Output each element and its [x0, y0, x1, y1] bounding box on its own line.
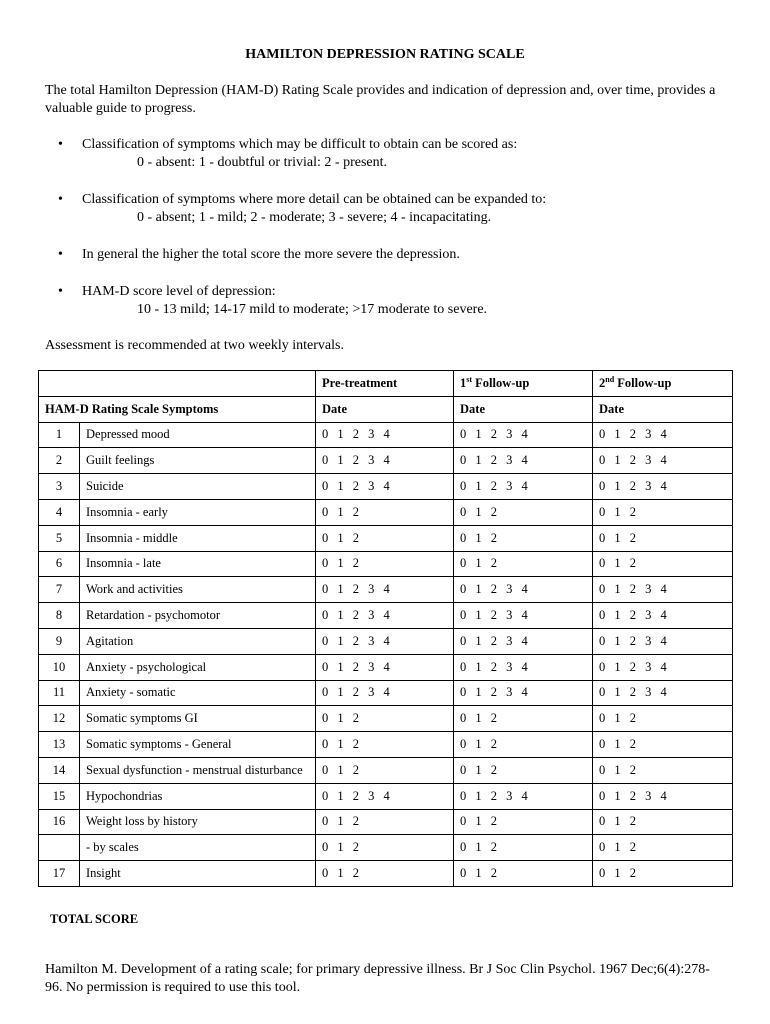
score-options-pre[interactable]: 0 1 2 3 4	[316, 680, 454, 706]
symptom-name: Somatic symptoms - General	[80, 732, 316, 758]
score-options-follow-up-2[interactable]: 0 1 2	[593, 732, 733, 758]
item-number: 9	[39, 628, 80, 654]
score-options-pre[interactable]: 0 1 2	[316, 809, 454, 835]
score-options-follow-up-1[interactable]: 0 1 2	[454, 551, 593, 577]
score-options-follow-up-2[interactable]: 0 1 2 3 4	[593, 422, 733, 448]
bullet-icon: •	[58, 192, 63, 207]
item-number: 12	[39, 706, 80, 732]
score-options-follow-up-2[interactable]: 0 1 2 3 4	[593, 448, 733, 474]
score-options-follow-up-2[interactable]: 0 1 2 3 4	[593, 680, 733, 706]
date-field-follow-up-1[interactable]: Date	[454, 396, 593, 422]
symptoms-heading: HAM-D Rating Scale Symptoms	[39, 396, 316, 422]
symptom-name: Insomnia - early	[80, 499, 316, 525]
header-f2-label: Follow-up	[614, 376, 672, 391]
symptom-name: Anxiety - somatic	[80, 680, 316, 706]
table-row	[39, 577, 733, 603]
item-number: 5	[39, 525, 80, 551]
item-number: 17	[39, 861, 80, 887]
score-options-pre[interactable]: 0 1 2 3 4	[316, 448, 454, 474]
item-number: 13	[39, 732, 80, 758]
item-number: 16	[39, 809, 80, 835]
bullet-icon: •	[58, 247, 63, 262]
score-options-pre[interactable]: 0 1 2 3 4	[316, 577, 454, 603]
table-row	[39, 628, 733, 654]
score-options-follow-up-2[interactable]: 0 1 2 3 4	[593, 628, 733, 654]
score-options-pre[interactable]: 0 1 2 3 4	[316, 422, 454, 448]
table-row	[39, 448, 733, 474]
item-number: 4	[39, 499, 80, 525]
item-number: 1	[39, 422, 80, 448]
score-options-follow-up-1[interactable]: 0 1 2 3 4	[454, 474, 593, 500]
bullet-text: In general the higher the total score the more severe the depression.	[82, 247, 460, 262]
symptom-name: Sexual dysfunction - menstrual disturbance	[80, 757, 316, 783]
score-options-pre[interactable]: 0 1 2	[316, 706, 454, 732]
bullet-list	[55, 136, 735, 319]
table-row	[39, 499, 733, 525]
item-number: 11	[39, 680, 80, 706]
item-number: 7	[39, 577, 80, 603]
score-options-follow-up-1[interactable]: 0 1 2 3 4	[454, 783, 593, 809]
symptom-name: Insomnia - late	[80, 551, 316, 577]
bullet-item	[55, 283, 735, 319]
table-row	[39, 551, 733, 577]
score-options-pre[interactable]: 0 1 2 3 4	[316, 654, 454, 680]
score-options-follow-up-1[interactable]: 0 1 2	[454, 525, 593, 551]
score-options-follow-up-1[interactable]: 0 1 2	[454, 835, 593, 861]
item-number: 6	[39, 551, 80, 577]
item-number: 15	[39, 783, 80, 809]
score-options-pre[interactable]: 0 1 2 3 4	[316, 783, 454, 809]
table-row	[39, 783, 733, 809]
symptom-name: Agitation	[80, 628, 316, 654]
table-row	[39, 474, 733, 500]
item-number: 2	[39, 448, 80, 474]
table-row	[39, 680, 733, 706]
date-field-pre[interactable]: Date	[316, 396, 454, 422]
table-row	[39, 757, 733, 783]
table-row	[39, 706, 733, 732]
score-options-pre[interactable]: 0 1 2 3 4	[316, 474, 454, 500]
header-second-follow-up	[593, 371, 733, 397]
score-options-follow-up-2[interactable]: 0 1 2	[593, 706, 733, 732]
score-options-pre[interactable]: 0 1 2	[316, 551, 454, 577]
assessment-note: Assessment is recommended at two weekly intervals.	[45, 338, 344, 353]
bullet-subtext: 0 - absent: 1 - doubtful or trivial: 2 - present.	[137, 155, 387, 170]
score-options-follow-up-1[interactable]: 0 1 2 3 4	[454, 422, 593, 448]
score-options-follow-up-2[interactable]: 0 1 2 3 4	[593, 783, 733, 809]
score-options-follow-up-1[interactable]: 0 1 2	[454, 861, 593, 887]
score-options-pre[interactable]: 0 1 2	[316, 732, 454, 758]
symptom-name: Hypochondrias	[80, 783, 316, 809]
bullet-icon: •	[58, 137, 63, 152]
symptom-name: Depressed mood	[80, 422, 316, 448]
table-row	[39, 861, 733, 887]
total-score-label: TOTAL SCORE	[50, 912, 139, 926]
table-header-row	[39, 371, 733, 397]
score-options-follow-up-1[interactable]: 0 1 2 3 4	[454, 654, 593, 680]
symptom-name: Anxiety - psychological	[80, 654, 316, 680]
header-first-follow-up	[454, 371, 593, 397]
item-number: 14	[39, 757, 80, 783]
bullet-text: Classification of symptoms where more detail can be obtained can be expanded to:	[82, 192, 547, 207]
table-subheader-row	[39, 396, 733, 422]
score-options-follow-up-2[interactable]: 0 1 2 3 4	[593, 603, 733, 629]
score-options-follow-up-1[interactable]: 0 1 2 3 4	[454, 680, 593, 706]
item-number: 8	[39, 603, 80, 629]
bullet-subtext: 0 - absent; 1 - mild; 2 - moderate; 3 - severe; 4 - incapacitating.	[137, 210, 492, 225]
bullet-item	[55, 191, 735, 227]
symptom-name: Guilt feelings	[80, 448, 316, 474]
date-field-follow-up-2[interactable]: Date	[593, 396, 733, 422]
header-f1-suffix: st	[466, 375, 473, 385]
table-row	[39, 732, 733, 758]
header-f1-label: Follow-up	[472, 376, 530, 391]
table-row	[39, 809, 733, 835]
score-options-follow-up-1[interactable]: 0 1 2 3 4	[454, 448, 593, 474]
table-row	[39, 525, 733, 551]
score-options-follow-up-1[interactable]: 0 1 2	[454, 732, 593, 758]
item-number: 10	[39, 654, 80, 680]
score-options-pre[interactable]: 0 1 2	[316, 861, 454, 887]
score-options-follow-up-2[interactable]: 0 1 2 3 4	[593, 474, 733, 500]
score-options-follow-up-2[interactable]: 0 1 2	[593, 551, 733, 577]
score-options-follow-up-1[interactable]: 0 1 2 3 4	[454, 577, 593, 603]
item-number	[39, 835, 80, 861]
score-options-follow-up-2[interactable]: 0 1 2	[593, 861, 733, 887]
table-row	[39, 603, 733, 629]
symptom-name: Work and activities	[80, 577, 316, 603]
symptom-name: - by scales	[80, 835, 316, 861]
citation: Hamilton M. Development of a rating scale; for primary depressive illness. Br J Soc Clin Psychol. 1967 Dec;6(4):278-96. No permission is required to use this tool.	[45, 962, 710, 995]
score-options-follow-up-2[interactable]: 0 1 2	[593, 757, 733, 783]
header-empty-cell	[39, 371, 316, 397]
score-options-follow-up-2[interactable]: 0 1 2	[593, 499, 733, 525]
symptom-name: Suicide	[80, 474, 316, 500]
score-options-follow-up-2[interactable]: 0 1 2 3 4	[593, 577, 733, 603]
bullet-text: Classification of symptoms which may be difficult to obtain can be scored as:	[82, 137, 518, 152]
score-options-follow-up-1[interactable]: 0 1 2 3 4	[454, 628, 593, 654]
score-options-pre[interactable]: 0 1 2	[316, 499, 454, 525]
page-title: HAMILTON DEPRESSION RATING SCALE	[245, 47, 525, 62]
symptom-name: Retardation - psychomotor	[80, 603, 316, 629]
score-options-follow-up-1[interactable]: 0 1 2	[454, 499, 593, 525]
rating-table	[38, 370, 733, 887]
score-options-follow-up-2[interactable]: 0 1 2	[593, 809, 733, 835]
intro-paragraph: The total Hamilton Depression (HAM-D) Rating Scale provides and indication of depression and, over time, provides a valuable guide to progress.	[45, 83, 716, 116]
header-pre-treatment: Pre-treatment	[316, 371, 454, 397]
header-f2-number: 2	[599, 376, 606, 391]
symptom-name: Insomnia - middle	[80, 525, 316, 551]
score-options-follow-up-2[interactable]: 0 1 2 3 4	[593, 654, 733, 680]
score-options-pre[interactable]: 0 1 2	[316, 835, 454, 861]
table-row	[39, 654, 733, 680]
bullet-text: HAM-D score level of depression:	[82, 284, 276, 299]
score-options-follow-up-1[interactable]: 0 1 2	[454, 706, 593, 732]
bullet-item	[55, 136, 735, 172]
score-options-follow-up-2[interactable]: 0 1 2	[593, 525, 733, 551]
score-options-pre[interactable]: 0 1 2 3 4	[316, 603, 454, 629]
table-row	[39, 835, 733, 861]
symptom-name: Insight	[80, 861, 316, 887]
symptom-name: Weight loss by history	[80, 809, 316, 835]
header-f1-number: 1	[460, 376, 467, 391]
score-options-follow-up-1[interactable]: 0 1 2	[454, 809, 593, 835]
score-options-pre[interactable]: 0 1 2	[316, 525, 454, 551]
score-options-follow-up-1[interactable]: 0 1 2 3 4	[454, 603, 593, 629]
bullet-subtext: 10 - 13 mild; 14-17 mild to moderate; >17 moderate to severe.	[137, 302, 488, 317]
item-number: 3	[39, 474, 80, 500]
score-options-pre[interactable]: 0 1 2	[316, 757, 454, 783]
score-options-pre[interactable]: 0 1 2 3 4	[316, 628, 454, 654]
score-options-follow-up-2[interactable]: 0 1 2	[593, 835, 733, 861]
bullet-icon: •	[58, 284, 63, 299]
symptom-name: Somatic symptoms GI	[80, 706, 316, 732]
score-options-follow-up-1[interactable]: 0 1 2	[454, 757, 593, 783]
table-row	[39, 422, 733, 448]
bullet-item	[55, 246, 735, 264]
header-f2-suffix: nd	[605, 375, 615, 385]
